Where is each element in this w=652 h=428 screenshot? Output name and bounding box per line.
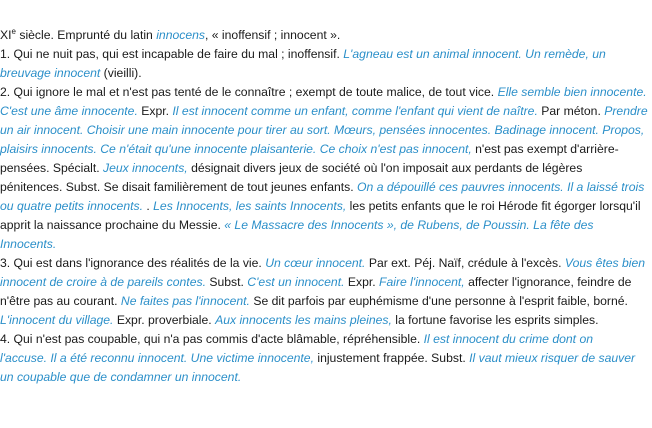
definition-line: [0, 254, 645, 273]
definition-text: (vieilli).: [100, 66, 142, 80]
definition-text: siècle. Emprunté du latin: [15, 28, 157, 42]
example-phrase: Il est innocent comme un enfant, comme l'enfant qui vient de naître.: [172, 104, 538, 118]
definition-text: Expr. proverbiale.: [113, 313, 216, 327]
definition-text: les petits enfants que le roi Hérode fit égorger lorsqu'il: [346, 199, 641, 213]
definition-line: [0, 216, 594, 235]
definition-text: , « inoffensif ; innocent ».: [205, 28, 341, 42]
example-phrase: C'est une âme innocente.: [0, 104, 138, 118]
definition-text: injustement frappée. Subst.: [313, 351, 470, 365]
definition-line: [0, 83, 647, 102]
definition-text: affecter l'ignorance, feindre de: [464, 275, 632, 289]
definition-text: Expr.: [137, 104, 173, 118]
definition-line: [0, 349, 635, 368]
example-phrase: Vous êtes bien: [564, 256, 646, 270]
definition-line: [0, 64, 142, 83]
definition-line: [0, 235, 56, 254]
definition-text: Subst.: [205, 275, 248, 289]
example-phrase: un air innocent. Choisir une main innocente pour tirer au sort. Mœurs, pensées innocentes. Badinage innocent. Propos,: [0, 123, 645, 137]
definition-line: [0, 102, 648, 121]
example-phrase: ou quatre petits innocents.: [0, 199, 143, 213]
example-phrase: On a dépouillé ces pauvres innocents. Il a laissé trois: [357, 180, 645, 194]
example-phrase: Elle semble bien innocente.: [497, 85, 647, 99]
definition-text: la fortune favorise les esprits simples.: [391, 313, 599, 327]
definition-line: [0, 140, 619, 159]
example-phrase: innocens: [156, 28, 205, 42]
definition-line: [0, 121, 644, 140]
definition-line: [0, 159, 582, 178]
example-phrase: plaisirs innocents. Ce n'était qu'une innocente plaisanterie. Ce choix n'est pas innocent,: [0, 142, 472, 156]
example-phrase: un coupable que de condamner un innocent.: [0, 370, 242, 384]
definition-line: [0, 368, 241, 387]
example-phrase: Jeux innocents,: [102, 161, 188, 175]
definition-line: [0, 26, 340, 45]
definition-line: [0, 178, 644, 197]
definition-text: 4. Qui n'est pas coupable, qui n'a pas commis d'acte blâmable, répréhensible.: [0, 332, 424, 346]
definition-text: 2. Qui ignore le mal et n'est pas tenté de le connaître ; exempt de toute malice, de tout vice.: [0, 85, 498, 99]
example-phrase: « Le Massacre des Innocents », de Rubens, de Poussin. La fête des: [224, 218, 594, 232]
definition-line: [0, 311, 599, 330]
example-phrase: Un cœur innocent.: [265, 256, 366, 270]
example-phrase: L'innocent du village.: [0, 313, 114, 327]
definition-text: pénitences. Subst. Se disait familièrement de tout jeunes enfants.: [0, 180, 358, 194]
definition-line: [0, 197, 641, 216]
example-phrase: C'est un innocent.: [247, 275, 345, 289]
definition-text: Par ext. Péj. Naïf, crédule à l'excès.: [365, 256, 565, 270]
example-phrase: breuvage innocent: [0, 66, 101, 80]
definition-text: n'est pas exempt d'arrière-: [471, 142, 619, 156]
definition-text: .: [142, 199, 154, 213]
example-phrase: L'agneau est un animal innocent. Un remède, un: [343, 47, 606, 61]
example-phrase: Il vaut mieux risquer de sauver: [469, 351, 636, 365]
definition-line: [0, 292, 628, 311]
definition-text: 1. Qui ne nuit pas, qui est incapable de faire du mal ; inoffensif.: [0, 47, 344, 61]
example-phrase: Faire l'innocent,: [379, 275, 465, 289]
example-phrase: Ne faites pas l'innocent.: [120, 294, 250, 308]
definition-line: [0, 330, 593, 349]
definition-text: Expr.: [344, 275, 380, 289]
example-phrase: innocent de croire à de pareils contes.: [0, 275, 206, 289]
definition-text: n'être pas au courant.: [0, 294, 121, 308]
example-phrase: Il est innocent du crime dont on: [423, 332, 594, 346]
definition-text: apprit la naissance prochaine du Messie.: [0, 218, 225, 232]
example-phrase: Innocents.: [0, 237, 57, 251]
definition-text: désignait divers jeux de société où l'on imposait aux perdants de légères: [187, 161, 583, 175]
example-phrase: Prendre: [604, 104, 648, 118]
definition-line: [0, 45, 606, 64]
example-phrase: Les Innocents, les saints Innocents,: [153, 199, 347, 213]
superscript: e: [11, 27, 16, 36]
example-phrase: l'accuse. Il a été reconnu innocent. Une victime innocente,: [0, 351, 314, 365]
definition-text: 3. Qui est dans l'ignorance des réalités de la vie.: [0, 256, 266, 270]
definition-text: Se dit parfois par euphémisme d'une personne à l'esprit faible, borné.: [249, 294, 628, 308]
definition-text: Par méton.: [537, 104, 605, 118]
definition-line: [0, 273, 631, 292]
definition-text: pensées. Spécialt.: [0, 161, 103, 175]
example-phrase: Aux innocents les mains pleines,: [215, 313, 392, 327]
definition-text: XI: [0, 28, 12, 42]
